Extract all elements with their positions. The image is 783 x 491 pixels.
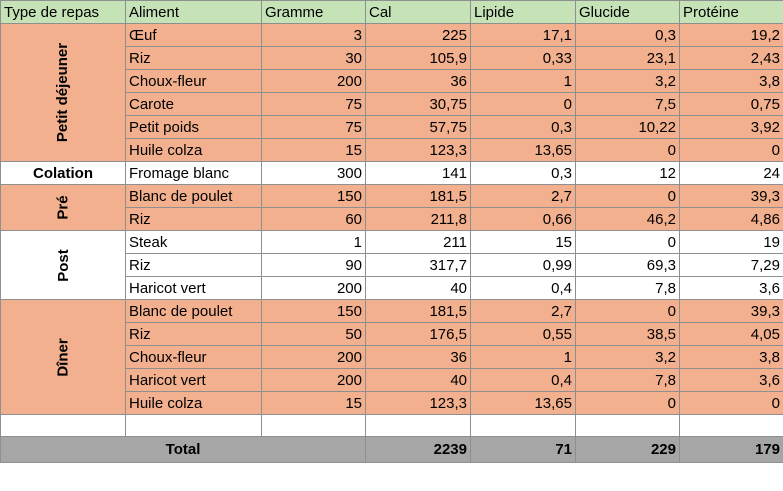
cell-gramme[interactable]: 200 (262, 369, 366, 392)
cell-glucide[interactable]: 0 (576, 139, 680, 162)
cell-aliment[interactable]: Fromage blanc (126, 162, 262, 185)
cell-glucide[interactable]: 12 (576, 162, 680, 185)
total-proteine[interactable]: 179 (680, 437, 783, 463)
cell-glucide[interactable]: 10,22 (576, 116, 680, 139)
cell-aliment[interactable]: Riz (126, 208, 262, 231)
cell-gramme[interactable]: 3 (262, 24, 366, 47)
cell-glucide[interactable]: 0 (576, 185, 680, 208)
empty-cell[interactable] (262, 415, 366, 437)
cell-gramme[interactable]: 75 (262, 116, 366, 139)
group-label: Post (54, 248, 72, 282)
table-row (1, 231, 783, 254)
cell-lipide[interactable]: 0,99 (471, 254, 576, 277)
group-post[interactable] (1, 231, 126, 300)
cell-glucide[interactable]: 0 (576, 231, 680, 254)
cell-cal[interactable]: 211 (366, 231, 471, 254)
cell-glucide[interactable]: 7,5 (576, 93, 680, 116)
cell-proteine[interactable]: 7,29 (680, 254, 783, 277)
cell-proteine[interactable]: 19 (680, 231, 783, 254)
cell-gramme[interactable]: 300 (262, 162, 366, 185)
cell-aliment[interactable]: Huile colza (126, 139, 262, 162)
cell-lipide[interactable]: 1 (471, 346, 576, 369)
cell-glucide[interactable]: 3,2 (576, 70, 680, 93)
group-pre[interactable] (1, 185, 126, 231)
cell-cal[interactable]: 225 (366, 24, 471, 47)
cell-proteine[interactable]: 24 (680, 162, 783, 185)
cell-gramme[interactable]: 60 (262, 208, 366, 231)
cell-lipide[interactable]: 0,33 (471, 47, 576, 70)
empty-cell[interactable] (576, 415, 680, 437)
table-row (1, 185, 783, 208)
cell-cal[interactable]: 123,3 (366, 139, 471, 162)
header-gramme[interactable]: Gramme (262, 1, 366, 24)
table-row (1, 24, 783, 47)
cell-proteine[interactable]: 4,86 (680, 208, 783, 231)
cell-proteine[interactable]: 3,8 (680, 70, 783, 93)
cell-gramme[interactable]: 200 (262, 277, 366, 300)
cell-cal[interactable]: 211,8 (366, 208, 471, 231)
cell-lipide[interactable]: 0,4 (471, 369, 576, 392)
cell-aliment[interactable]: Choux-fleur (126, 70, 262, 93)
header-lipide[interactable]: Lipide (471, 1, 576, 24)
cell-cal[interactable]: 317,7 (366, 254, 471, 277)
cell-proteine[interactable]: 0 (680, 139, 783, 162)
cell-lipide[interactable]: 1 (471, 70, 576, 93)
cell-proteine[interactable]: 3,6 (680, 369, 783, 392)
cell-cal[interactable]: 40 (366, 277, 471, 300)
cell-proteine[interactable]: 39,3 (680, 300, 783, 323)
cell-aliment[interactable]: Huile colza (126, 392, 262, 415)
cell-lipide[interactable]: 17,1 (471, 24, 576, 47)
cell-cal[interactable]: 123,3 (366, 392, 471, 415)
header-type-repas[interactable]: Type de repas (1, 1, 126, 24)
cell-lipide[interactable]: 0,66 (471, 208, 576, 231)
total-glucide[interactable]: 229 (576, 437, 680, 463)
total-lipide[interactable]: 71 (471, 437, 576, 463)
cell-aliment[interactable]: Riz (126, 47, 262, 70)
table-row (1, 162, 783, 185)
cell-proteine[interactable]: 2,43 (680, 47, 783, 70)
cell-glucide[interactable]: 3,2 (576, 346, 680, 369)
cell-cal[interactable]: 141 (366, 162, 471, 185)
cell-gramme[interactable]: 50 (262, 323, 366, 346)
empty-cell[interactable] (366, 415, 471, 437)
cell-gramme[interactable]: 200 (262, 346, 366, 369)
cell-lipide[interactable]: 2,7 (471, 185, 576, 208)
total-cal[interactable]: 2239 (366, 437, 471, 463)
cell-proteine[interactable]: 3,8 (680, 346, 783, 369)
cell-proteine[interactable]: 3,92 (680, 116, 783, 139)
cell-lipide[interactable]: 13,65 (471, 139, 576, 162)
cell-proteine[interactable]: 19,2 (680, 24, 783, 47)
cell-aliment[interactable]: Blanc de poulet (126, 185, 262, 208)
group-colation[interactable]: Colation (1, 162, 126, 185)
cell-cal[interactable]: 57,75 (366, 116, 471, 139)
cell-cal[interactable]: 105,9 (366, 47, 471, 70)
cell-lipide[interactable]: 0,3 (471, 162, 576, 185)
cell-lipide[interactable]: 0,4 (471, 277, 576, 300)
empty-cell[interactable] (1, 415, 126, 437)
cell-cal[interactable]: 181,5 (366, 300, 471, 323)
cell-cal[interactable]: 176,5 (366, 323, 471, 346)
cell-proteine[interactable]: 0,75 (680, 93, 783, 116)
cell-proteine[interactable]: 39,3 (680, 185, 783, 208)
cell-aliment[interactable]: Œuf (126, 24, 262, 47)
group-petit-dejeuner[interactable] (1, 24, 126, 162)
cell-proteine[interactable]: 4,05 (680, 323, 783, 346)
cell-lipide[interactable]: 0 (471, 93, 576, 116)
cell-aliment[interactable]: Petit poids (126, 116, 262, 139)
cell-lipide[interactable]: 2,7 (471, 300, 576, 323)
header-aliment[interactable]: Aliment (126, 1, 262, 24)
cell-lipide[interactable]: 13,65 (471, 392, 576, 415)
cell-glucide[interactable]: 46,2 (576, 208, 680, 231)
cell-gramme[interactable]: 30 (262, 47, 366, 70)
empty-row (1, 415, 783, 437)
cell-aliment[interactable]: Choux-fleur (126, 346, 262, 369)
cell-gramme[interactable]: 15 (262, 392, 366, 415)
cell-gramme[interactable]: 1 (262, 231, 366, 254)
header-proteine[interactable]: Protéine (680, 1, 783, 24)
cell-gramme[interactable]: 75 (262, 93, 366, 116)
group-label: Pré (54, 195, 72, 220)
cell-glucide[interactable]: 38,5 (576, 323, 680, 346)
cell-cal[interactable]: 36 (366, 70, 471, 93)
group-diner[interactable] (1, 300, 126, 415)
total-label[interactable]: Total (1, 437, 366, 463)
cell-aliment[interactable]: Blanc de poulet (126, 300, 262, 323)
table-row (1, 300, 783, 323)
total-row (1, 437, 783, 463)
cell-proteine[interactable]: 0 (680, 392, 783, 415)
cell-cal[interactable]: 181,5 (366, 185, 471, 208)
cell-cal[interactable]: 40 (366, 369, 471, 392)
cell-glucide[interactable]: 0 (576, 392, 680, 415)
cell-aliment[interactable]: Haricot vert (126, 277, 262, 300)
header-glucide[interactable]: Glucide (576, 1, 680, 24)
cell-glucide[interactable]: 23,1 (576, 47, 680, 70)
cell-lipide[interactable]: 15 (471, 231, 576, 254)
cell-aliment[interactable]: Carote (126, 93, 262, 116)
group-label: Dîner (54, 337, 72, 377)
cell-lipide[interactable]: 0,3 (471, 116, 576, 139)
empty-cell[interactable] (126, 415, 262, 437)
cell-gramme[interactable]: 150 (262, 300, 366, 323)
cell-glucide[interactable]: 69,3 (576, 254, 680, 277)
group-label: Petit déjeuner (54, 42, 72, 143)
cell-gramme[interactable]: 90 (262, 254, 366, 277)
cell-aliment[interactable]: Riz (126, 254, 262, 277)
cell-gramme[interactable]: 150 (262, 185, 366, 208)
cell-lipide[interactable]: 0,55 (471, 323, 576, 346)
cell-glucide[interactable]: 7,8 (576, 369, 680, 392)
cell-gramme[interactable]: 15 (262, 139, 366, 162)
header-row (1, 1, 783, 24)
cell-glucide[interactable]: 0,3 (576, 24, 680, 47)
cell-gramme[interactable]: 200 (262, 70, 366, 93)
cell-aliment[interactable]: Haricot vert (126, 369, 262, 392)
cell-proteine[interactable]: 3,6 (680, 277, 783, 300)
empty-cell[interactable] (471, 415, 576, 437)
cell-glucide[interactable]: 7,8 (576, 277, 680, 300)
cell-cal[interactable]: 36 (366, 346, 471, 369)
empty-cell[interactable] (680, 415, 783, 437)
cell-cal[interactable]: 30,75 (366, 93, 471, 116)
header-cal[interactable]: Cal (366, 1, 471, 24)
cell-aliment[interactable]: Riz (126, 323, 262, 346)
cell-aliment[interactable]: Steak (126, 231, 262, 254)
cell-glucide[interactable]: 0 (576, 300, 680, 323)
